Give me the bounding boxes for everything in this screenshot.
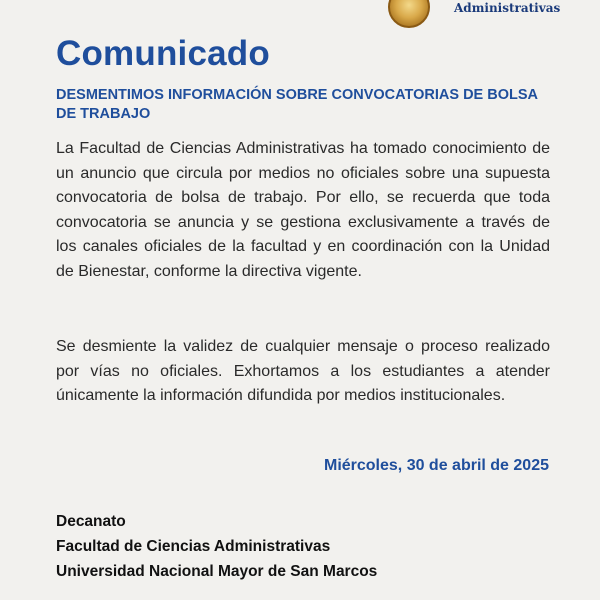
signature-line2: Facultad de Ciencias Administrativas xyxy=(56,538,331,555)
faculty-logo xyxy=(388,0,565,28)
paragraph-1: La Facultad de Ciencias Administrativas ha tomado conocimiento de un anuncio que circula por medios no oficiales sobre una supuesta convocatoria de bolsa de trabajo. Por ello, se recuerda que toda convocatoria se anuncia y se gestiona exclusivamente a través de los canales oficiales de la facultad y en coordinación con la Unidad de Bienestar, conforme la directiva vigente. xyxy=(56,140,550,280)
logo-text xyxy=(438,0,565,15)
signature-line1: Decanato xyxy=(56,513,126,530)
signature-block xyxy=(56,509,377,584)
logo-line2: Administrativas xyxy=(454,1,561,15)
signature-line3: Universidad Nacional Mayor de San Marcos xyxy=(56,563,378,580)
page-title: Comunicado xyxy=(56,34,270,73)
date: Miércoles, 30 de abril de 2025 xyxy=(323,457,549,474)
paragraph-2: Se desmiente la validez de cualquier mensaje o proceso realizado por vías no oficiales. Exhortamos a los estudiantes a atender únicamente la información difundida por medios institucionales. xyxy=(56,338,550,404)
subtitle: DESMENTIMOS INFORMACIÓN SOBRE CONVOCATORIAS DE BOLSA DE TRABAJO xyxy=(56,87,538,122)
university-seal-icon xyxy=(388,0,430,28)
